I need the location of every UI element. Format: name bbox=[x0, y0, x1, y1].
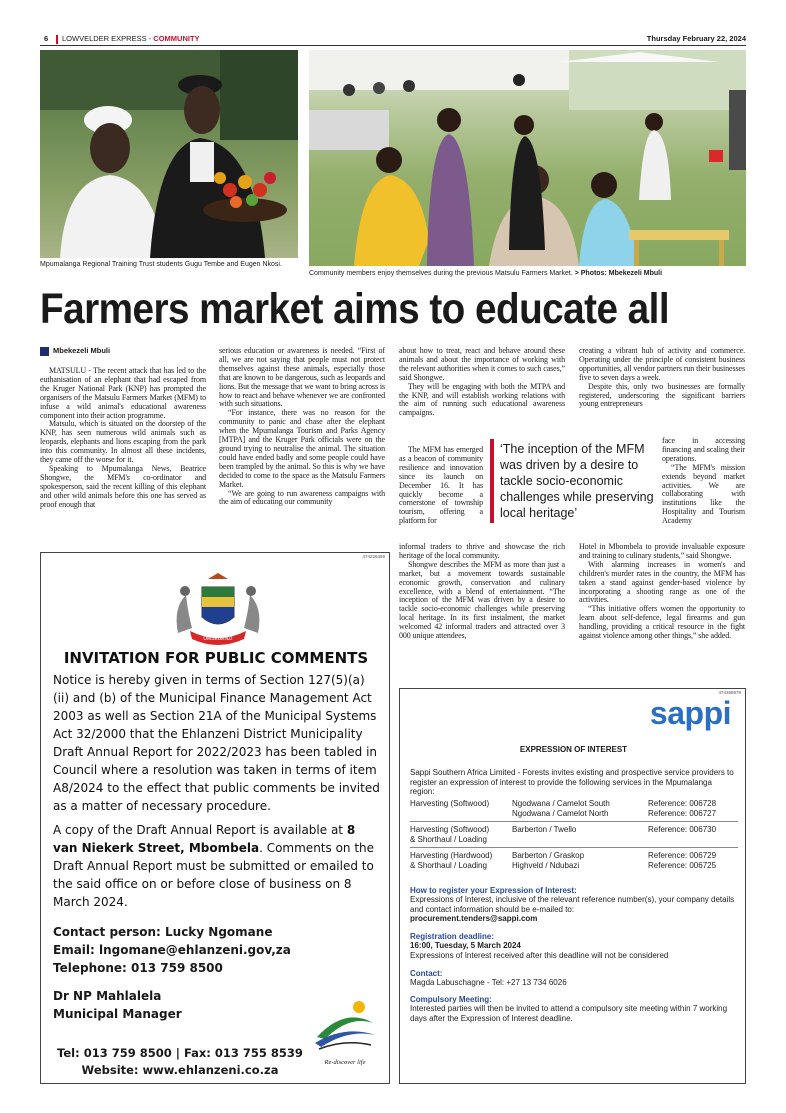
article-column-2 bbox=[219, 347, 385, 507]
photo-students bbox=[40, 50, 298, 258]
paragraph: creating a vibrant hub of activity and commerce. Operating under the principle of consistent business opportunities, all vendor partners run their businesses five to seven days a week. bbox=[579, 346, 745, 382]
pull-quote: ‘The inception of the MFM was driven by a desire to tackle socio-economic challenges while preserving local heritage’ bbox=[490, 439, 656, 523]
procurement-email[interactable]: procurement.tenders@sappi.com bbox=[410, 914, 538, 923]
table-row: Harvesting (Softwood) Ngodwana / Camelot South Ngodwana / Camelot North Reference: 006728 Reference: 006727 bbox=[410, 799, 717, 818]
invitation-signatory bbox=[53, 987, 303, 1023]
right-photo-caption: Community members enjoy themselves during the previous Matsulu Farmers Market. > Photos: Mbekezeli Mbuli bbox=[309, 270, 663, 277]
byline-marker bbox=[40, 347, 49, 356]
paragraph: informal traders to thrive and showcase the rich heritage of the local community. bbox=[399, 542, 565, 560]
section-name: COMMUNITY bbox=[153, 34, 200, 43]
ad-reference: 474368979 bbox=[718, 690, 741, 695]
sappi-deadline bbox=[410, 932, 738, 960]
students-illustration bbox=[40, 50, 298, 258]
paragraph: serious education or awareness is needed. “First of all, we are not saying that people must not protect themselves against these animals, especially those that are known to be dangerous, such as leopards and lions. But the message that we want to bring across is how to react and behave whenever we are confronted with such situations. bbox=[219, 346, 385, 409]
table-row: Harvesting (Hardwood) & Shorthaul / Loading Barberton / Graskop Highveld / Ndubazi Reference: 006729 Reference: 006725 bbox=[410, 851, 717, 870]
article-column-4a bbox=[579, 347, 745, 409]
paragraph: “This initiative offers women the opportunity to learn about self-defence, legal firearms and gun handling, providing a critical resource in the fight against violence among other things,” she added. bbox=[579, 604, 745, 641]
signatory-name: Dr NP Mahlalela bbox=[53, 989, 162, 1003]
photo-market bbox=[309, 50, 746, 266]
sappi-title: EXPRESSION OF INTEREST bbox=[519, 745, 628, 754]
paragraph: Despite this, only two businesses are formally registered, underscoring the significant barriers young entrepreneurs bbox=[579, 381, 745, 409]
invitation-body-2: A copy of the Draft Annual Report is available at 8 van Niekerk Street, Mbombela. Comments on the Draft Annual Report must be submitted or emailed to the said office on or before close of business on 8 March 2024. bbox=[53, 823, 375, 909]
issue-date: Thursday February 22, 2024 bbox=[646, 34, 746, 43]
article-column-4b bbox=[662, 437, 745, 526]
contact-body: Magda Labuschagne - Tel: +27 13 734 6026 bbox=[410, 978, 567, 987]
paragraph: “The MFM's mission extends beyond market activities. We are collaborating with institutions like the Hospitality and Tourism Academy bbox=[662, 462, 745, 526]
page-number: 6 bbox=[44, 34, 49, 43]
howto-heading: How to register your Expression of Interest: bbox=[410, 886, 577, 895]
sappi-contact bbox=[410, 969, 738, 988]
paragraph: Speaking to Mpumalanga News, Beatrice Shongwe, the MFM's co-ordinator and spokesperson, said the recent killing of this elephant and other wild animals before this one has served as proof enough that bbox=[40, 463, 206, 509]
sappi-ad bbox=[399, 688, 746, 1084]
article-column-3c bbox=[399, 543, 565, 641]
paragraph: With alarming increases in women's and children's murder rates in the country, the MFM has taken a stand against gender-based violence by incorporating a shooting range as one of the activities. bbox=[579, 559, 745, 605]
invitation-footer bbox=[41, 1045, 309, 1079]
article-byline: Mbekezeli Mbuli bbox=[40, 346, 110, 356]
footer-website: Website: www.ehlanzeni.co.za bbox=[81, 1063, 279, 1077]
deadline-time: 16:00, Tuesday, 5 March 2024 bbox=[410, 941, 521, 950]
paragraph: Hotel in Mbombela to provide invaluable exposure and training to culinary students,” said Shongwe. bbox=[579, 542, 745, 560]
left-photo-caption: Mpumalanga Regional Training Trust students Gugu Tembe and Eugen Nkosi. bbox=[40, 261, 282, 268]
meeting-body: Interested parties will then be invited to attend a compulsory site meeting within 7 working days after the Expression of Interest deadline. bbox=[410, 1004, 728, 1023]
paragraph: about how to treat, react and behave around these animals and about the importance of working with the relevant authorities when it comes to such cases,” said Shongwe. bbox=[399, 346, 565, 382]
deadline-heading: Registration deadline: bbox=[410, 932, 495, 941]
article-column-3b bbox=[399, 446, 483, 526]
sappi-logo: sappi bbox=[649, 695, 731, 731]
howto-body: Expressions of Interest, inclusive of the relevant reference number(s), your company details and contact information should be e-mailed to: bbox=[410, 895, 735, 914]
paragraph: face in accessing financing and scaling their operations. bbox=[662, 436, 745, 463]
paragraph: Shongwe describes the MFM as more than just a market, but a movement towards sustainable economic growth, conservation and culinary excellence, with a blend of entertainment. “The inception of the MFM was driven by a desire to tackle socio-economic challenges while preserving local heritage. In its first instalment, the market welcomed 42 informal traders and attracted over 3 000 unique attendees, bbox=[399, 559, 565, 641]
article-column-1 bbox=[40, 367, 206, 510]
sappi-howto bbox=[410, 886, 738, 924]
invitation-body-1: Notice is hereby given in terms of Section 127(5)(a) (ii) and (b) of the Municipal Finance Management Act 2003 as well as Section 21A of the Municipal Systems Act 32/2000 that the Ehlanzeni District Municipality Draft Annual Report for 2022/2023 has been tabled in Council where a resolution was taken in terms of item A8/2024 to the effect that public comments be invited as a matter of necessary procedure. bbox=[53, 673, 380, 813]
signatory-title: Municipal Manager bbox=[53, 1007, 182, 1021]
article-column-3a bbox=[399, 347, 565, 418]
invitation-contact bbox=[53, 923, 381, 977]
paragraph: “For instance, there was no reason for the community to panic and chase after the elephant when the Mpumalanga Tourism and Parks Agency [MTPA] and the Kruger Park officials were on the ground trying to neutralise the animal. The situation could have ended badly and some people could have been trampled by the animal. So this is why we have decided to come to the space as the Matsulu Farmers Market. bbox=[219, 408, 385, 489]
sappi-intro: Sappi Southern Africa Limited - Forests invites existing and prospective service providers to register an expression of interest to provide the following services in the Mpumalanga region: bbox=[410, 768, 734, 796]
contact-heading: Contact: bbox=[410, 969, 443, 978]
page-header bbox=[40, 34, 746, 46]
publication-name: LOWVELDER EXPRESS - COMMUNITY bbox=[62, 34, 200, 43]
ehlanzeni-logo-icon bbox=[309, 997, 381, 1059]
ad-reference: 474226469 bbox=[362, 554, 385, 559]
header-divider bbox=[56, 35, 58, 44]
paragraph: “We are going to run awareness campaigns with the aim of educating our community bbox=[219, 488, 385, 507]
market-illustration bbox=[309, 50, 746, 266]
paragraph: They will be engaging with both the MTPA and the KNP, and will establish working relations with the aim of running such educational awareness campaigns. bbox=[399, 381, 565, 418]
article-headline: Farmers market aims to educate all bbox=[40, 285, 670, 333]
table-divider bbox=[410, 821, 738, 822]
contact-email: Email: lngomane@ehlanzeni.gov,za bbox=[53, 943, 291, 957]
table-row: Harvesting (Softwood) & Shorthaul / Loading Barberton / Twello Reference: 006730 bbox=[410, 825, 717, 844]
invitation-ad bbox=[40, 552, 390, 1084]
paragraph: MATSULU - The recent attack that has led to the euthanisation of an elephant that had escaped from the Kruger National Park (KNP) has prompted the organisers of the Matsulu Farmers Market (MFM) to infuse a wild animal's educational awareness component into their action programme. bbox=[40, 366, 206, 420]
contact-telephone: Telephone: 013 759 8500 bbox=[53, 961, 223, 975]
deadline-body: Expressions of Interest received after this deadline will not be considered bbox=[410, 950, 669, 960]
services-table bbox=[410, 799, 738, 870]
invitation-title: INVITATION FOR PUBLIC COMMENTS bbox=[63, 649, 369, 667]
sappi-meeting bbox=[410, 995, 738, 1023]
seal-motto: UMSEBENZI bbox=[203, 636, 233, 642]
photo-credit: > Photos: Mbekezeli Mbuli bbox=[572, 270, 663, 277]
contact-person: Contact person: Lucky Ngomane bbox=[53, 925, 273, 939]
footer-telephone: Tel: 013 759 8500 | Fax: 013 755 8539 bbox=[57, 1046, 303, 1060]
ehlanzeni-tagline: Re-discover life bbox=[324, 1059, 366, 1066]
paragraph: The MFM has emerged as a beacon of community resilience and innovation since its launch on December 16. It has quickly become a cornerstone of township tourism, offering a platform for bbox=[399, 445, 483, 526]
office-address: 8 van Niekerk Street, Mbombela bbox=[53, 823, 356, 855]
paragraph: Matsulu, which is situated on the doorstep of the KNP, has seen numerous wild animals such as leopards, elephants and lions escaping from the park into this community. In almost all these incidents, they came off the worse for it. bbox=[40, 419, 206, 465]
table-divider bbox=[410, 847, 738, 848]
meeting-heading: Compulsory Meeting: bbox=[410, 995, 492, 1004]
article-column-4c bbox=[579, 543, 745, 641]
municipal-seal-icon bbox=[168, 573, 268, 645]
